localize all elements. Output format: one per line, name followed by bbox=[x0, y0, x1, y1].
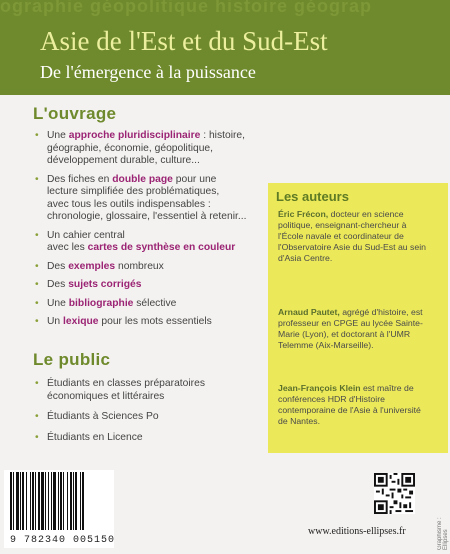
authors-title: Les auteurs bbox=[276, 189, 349, 204]
background-words: ographie géopolitique histoire géograp bbox=[0, 0, 373, 16]
list-item: • Une approche pluridisciplinaire : histoire, géographie, économie, géopolitique, développement durable, culture... bbox=[35, 130, 285, 168]
publisher-website[interactable]: www.editions-ellipses.fr bbox=[308, 526, 406, 537]
author-bio: Jean-François Klein est maître de conférences HDR d'Histoire contemporaine de l'Asie à l'université de Nantes. bbox=[278, 383, 421, 426]
list-item: • Un lexique pour les mots essentiels bbox=[35, 316, 285, 329]
author-name: Jean-François Klein bbox=[278, 383, 361, 393]
qr-code-icon bbox=[374, 473, 415, 514]
public-list bbox=[35, 378, 265, 444]
list-item: • Étudiants en Licence bbox=[35, 432, 265, 445]
highlight-text: cartes de synthèse en couleur bbox=[87, 242, 236, 253]
author-bio: Éric Frécon, docteur en science politique, enseignant-chercheur à l'École navale et coordinateur de l'Observatoire Asie du Sud-Est au sein d'Asia Centre. bbox=[278, 209, 426, 263]
barcode-icon bbox=[4, 470, 114, 532]
highlight-text: exemples bbox=[68, 260, 116, 272]
isbn-barcode bbox=[4, 470, 114, 548]
highlight-text: sujets corrigés bbox=[68, 279, 142, 290]
list-item: • Étudiants en classes préparatoires économiques et littéraires bbox=[35, 378, 265, 403]
section-title-ouvrage: L'ouvrage bbox=[33, 104, 117, 123]
list-item: • Des fiches en double page pour une lecture simplifiée des problématiques, avec tous les outils indispensables : chronologie, glossaire, l'essentiel à retenir... bbox=[35, 174, 285, 224]
list-item: • Une bibliographie sélective bbox=[35, 298, 285, 311]
author-name: Arnaud Pautet, bbox=[278, 307, 340, 317]
list-item: • Étudiants à Sciences Po bbox=[35, 411, 265, 424]
list-item: • Un cahier central avec les cartes de synthèse en couleur bbox=[35, 230, 285, 255]
section-title-public: Le public bbox=[33, 350, 111, 369]
authors-box bbox=[268, 183, 448, 453]
list-item: • Des exemples nombreux bbox=[35, 261, 285, 274]
author-bio: Arnaud Pautet, agrégé d'histoire, est professeur en CPGE au lycée Sainte-Marie (Lyon), et doctorant à l'UMR Telemme (Aix-Marseille). bbox=[278, 307, 423, 350]
book-subtitle: De l'émergence à la puissance bbox=[40, 62, 256, 82]
highlight-text: bibliographie bbox=[68, 297, 134, 309]
highlight-text: approche pluridisciplinaire bbox=[68, 130, 201, 141]
highlight-text: double page bbox=[112, 173, 173, 185]
side-code: Graphisme : Ellipses bbox=[437, 517, 449, 550]
author-name: Éric Frécon, bbox=[278, 209, 329, 219]
book-title: Asie de l'Est et du Sud-Est bbox=[40, 26, 328, 56]
ouvrage-list bbox=[35, 130, 285, 329]
cover-header bbox=[0, 0, 450, 95]
list-item: • Des sujets corrigés bbox=[35, 279, 285, 292]
isbn-number: 9 782340 005150 bbox=[10, 535, 116, 546]
highlight-text: lexique bbox=[63, 316, 99, 327]
